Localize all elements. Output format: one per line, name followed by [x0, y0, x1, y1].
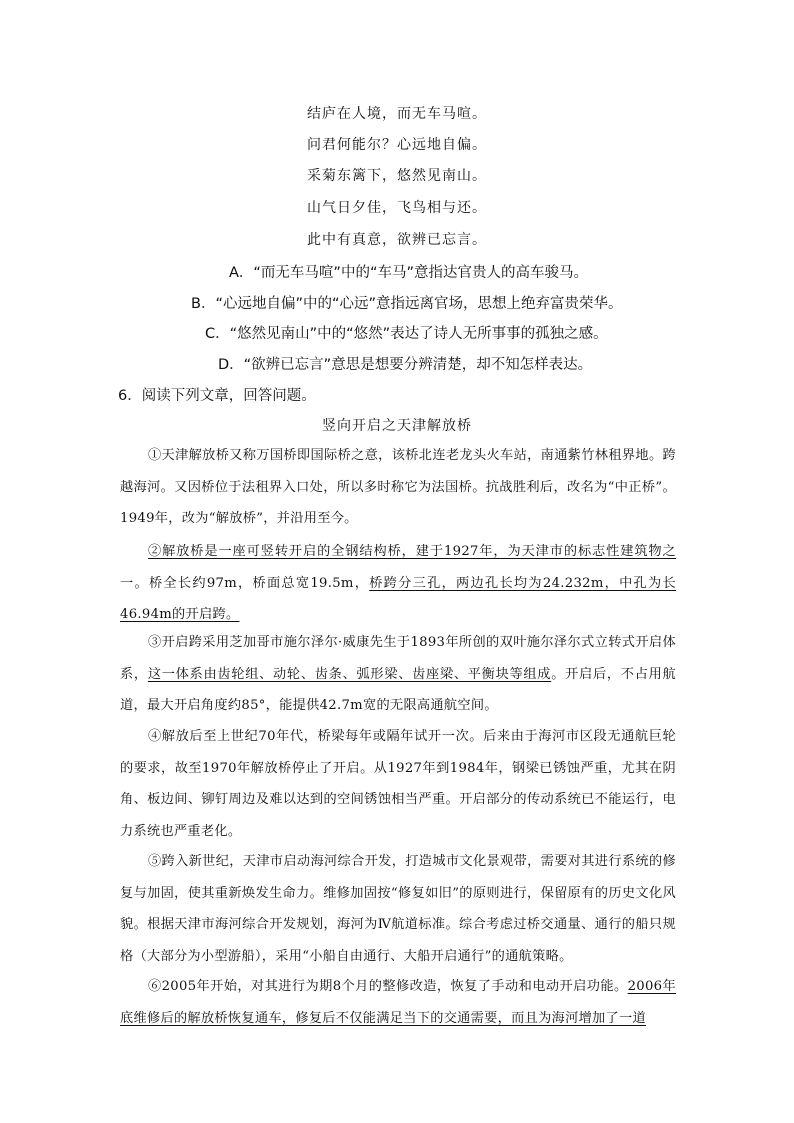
poem-line: 此中有真意，欲辨已忘言。: [307, 232, 487, 248]
plain-text: 。开启后，不占用航道，最大开启角度约85°，能提供42.7m宽的无限高通航空间。: [120, 666, 677, 713]
plain-text: ③开启跨采用芝加哥市施尔泽尔·威康先生于1893年所创的双叶施尔泽尔式立转式开启体系，: [120, 635, 676, 682]
plain-text: 一。桥全长约97m，桥面总宽19.5m，: [120, 575, 370, 591]
option-d: D．“欲辨已忘言”意思是想要分辨清楚，却不知怎样表达。: [218, 357, 593, 373]
article-title: 竖向开启之天津解放桥: [322, 418, 472, 434]
paragraph-3-text: [120, 627, 676, 722]
paragraph-1-text: ①天津解放桥又称万国桥即国际桥之意，该桥北连老龙头火车站，南通紫竹林租界地。跨越海河。又因桥位于法租界入口处，所以多时称它为法国桥。抗战胜利后，改名为“中正桥”。1949年，改为“解放桥”，并沿用至今。: [120, 448, 676, 526]
paragraph-5-text: ⑤跨入新世纪，天津市启动海河综合开发，打造城市文化景观带，需要对其进行系统的修复与加固，使其重新焕发生命力。维修加固按“修复如旧”的原则进行，保留原有的历史文化风貌。根据天津市海河综合开发规划，海河为Ⅳ航道标准。综合考虑过桥交通量、通行的船只规格（大部分为小型游船），采用“小船自由通行、大船开启通行”的通航策略。: [120, 854, 676, 964]
paragraph-6: [120, 971, 676, 1034]
paragraph-6-text: [120, 971, 676, 1034]
poem-line: 结庐在人境，而无车马喧。: [307, 106, 487, 122]
underlined-text: 桥跨分三孔，两边孔长均为24.232m，中孔为长46.94m的开启跨。: [120, 575, 676, 622]
paragraph-3: [120, 627, 676, 722]
option-c: C．“悠然见南山”中的“悠然”表达了诗人无所事事的孤独之感。: [205, 326, 608, 342]
option-a: A．“而无车马喧”中的“车马”意指达官贵人的高车骏马。: [229, 265, 588, 281]
paragraph-2: [120, 536, 676, 631]
paragraph-5: [120, 846, 676, 972]
poem-line: 采菊东篱下，悠然见南山。: [307, 168, 487, 184]
option-b: B．“心远地自偏”中的“心远”意指远离官场，思想上绝弃富贵荣华。: [191, 296, 623, 312]
poem-line: 问君何能尔？心远地自偏。: [307, 137, 487, 153]
plain-text: ⑥2005年开始，对其进行为期8个月的整修改造，恢复了手动和电动开启功能。: [148, 979, 628, 994]
question-heading: 6．阅读下列文章，回答问题。: [118, 388, 316, 404]
underlined-text: 2006年底维修后的解放桥恢复通车，修复后不仅能满足当下的交通需要，而且为海河增加了一道: [120, 979, 676, 1026]
underlined-text: ②解放桥是一座可竖转开启的全钢结构桥，建于1927年，为天津市的标志性建筑物之: [148, 544, 676, 559]
paragraph-4: [120, 721, 676, 847]
paragraph-1: [120, 440, 676, 535]
paragraph-2-text: [120, 536, 676, 631]
paragraph-4-text: ④解放后至上世纪70年代，桥梁每年或隔年试开一次。后来由于海河市区段无通航巨轮的要求，故至1970年解放桥停止了开启。从1927年到1984年，钢梁已锈蚀严重，尤其在阴角、板边间、铆钉周边及难以达到的空间锈蚀相当严重。开启部分的传动系统已不能运行，电力系统也严重老化。: [120, 729, 676, 839]
poem-line: 山气日夕佳，飞鸟相与还。: [307, 200, 487, 216]
underlined-text: 这一体系由齿轮组、动轮、齿条、弧形梁、齿座梁、平衡块等组成: [147, 666, 552, 682]
